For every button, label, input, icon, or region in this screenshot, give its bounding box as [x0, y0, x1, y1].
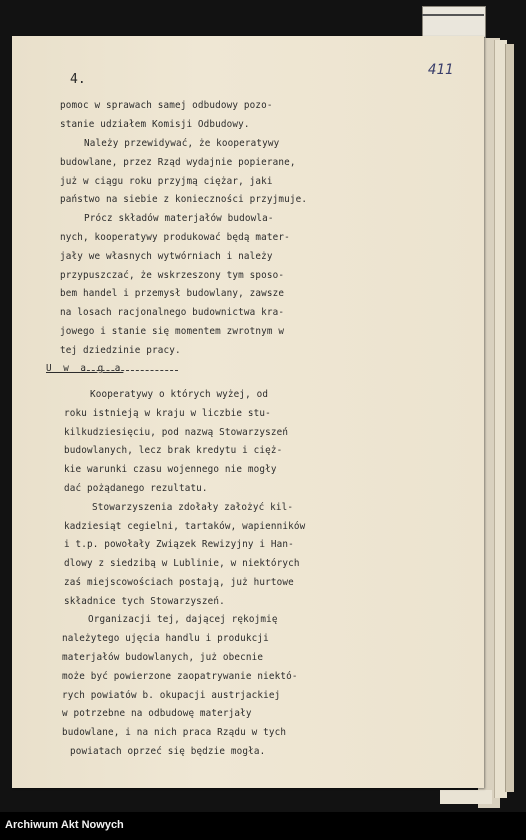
- text-line: kilkudziesięciu, pod nazwą Stowarzyszeń: [64, 427, 289, 438]
- archive-label: Archiwum Akt Nowych: [5, 819, 124, 831]
- note-divider: [82, 370, 178, 371]
- text-line: Prócz składów materjałów budowla-: [84, 213, 274, 224]
- text-line: Organizacji tej, dającej rękojmię: [88, 614, 278, 625]
- folder-tab: [422, 6, 486, 38]
- text-line: jowego i stanie się momentem zwrotnym w: [60, 326, 285, 337]
- text-line: budowlane, przez Rząd wydajnie popierane,: [60, 157, 296, 168]
- text-line: składnice tych Stowarzyszeń.: [64, 596, 225, 607]
- text-line: budowlane, i na nich praca Rządu w tych: [62, 727, 287, 738]
- text-line: przypuszczać, że wskrzeszony tym sposo-: [60, 270, 285, 281]
- text-line: na losach racjonalnego budownictwa kra-: [60, 307, 285, 318]
- text-line: w potrzebne na odbudowę materjały: [62, 708, 252, 719]
- text-line: państwo na siebie z konieczności przyjmuje.: [60, 194, 308, 205]
- folio-number: 411: [428, 62, 454, 78]
- text-line: kie warunki czasu wojennego nie mogły: [64, 464, 277, 475]
- text-line: stanie udziałem Komisji Odbudowy.: [60, 119, 250, 130]
- text-line: Kooperatywy o których wyżej, od: [90, 389, 269, 400]
- text-line: kadziesiąt cegielni, tartaków, wapienników: [64, 521, 306, 532]
- text-line: należytego ujęcia handlu i produkcji: [62, 633, 269, 644]
- text-line: dlowy z siedzibą w Lublinie, w niektórych: [64, 558, 300, 569]
- folder-edge: [505, 44, 514, 792]
- folder-bottom-tab: [440, 790, 492, 804]
- text-line: powiatach oprzeć się będzie mogła.: [70, 746, 266, 757]
- page-number: 4.: [70, 72, 86, 87]
- text-line: Stowarzyszenia zdołały założyć kil-: [92, 502, 294, 513]
- folder-tab-line: [422, 14, 484, 16]
- text-line: materjałów budowlanych, już obecnie: [62, 652, 264, 663]
- text-line: już w ciągu roku przyjmą ciężar, jaki: [60, 176, 273, 187]
- text-line: Należy przewidywać, że kooperatywy: [84, 138, 280, 149]
- text-line: dać pożądanego rezultatu.: [64, 483, 208, 494]
- text-line: budowlanych, lecz brak kredytu i cięż-: [64, 445, 283, 456]
- text-line: tej dziedzinie pracy.: [60, 345, 181, 356]
- document-page: [12, 36, 484, 788]
- text-line: może być powierzone zaopatrywanie niektó-: [62, 671, 298, 682]
- text-line: zaś miejscowościach postają, już hurtowe: [64, 577, 294, 588]
- text-line: roku istnieją w kraju w liczbie stu-: [64, 408, 271, 419]
- text-line: jały we własnych wytwórniach i należy: [60, 251, 273, 262]
- text-line: nych, kooperatywy produkować będą mater-: [60, 232, 290, 243]
- note-heading: U w a g a: [46, 363, 124, 374]
- text-line: rych powiatów b. okupacji austrjackiej: [62, 690, 281, 701]
- text-line: pomoc w sprawach samej odbudowy pozo-: [60, 100, 273, 111]
- text-line: i t.p. powołały Związek Rewizyjny i Han-: [64, 539, 294, 550]
- text-line: bem handel i przemysł budowlany, zawsze: [60, 288, 285, 299]
